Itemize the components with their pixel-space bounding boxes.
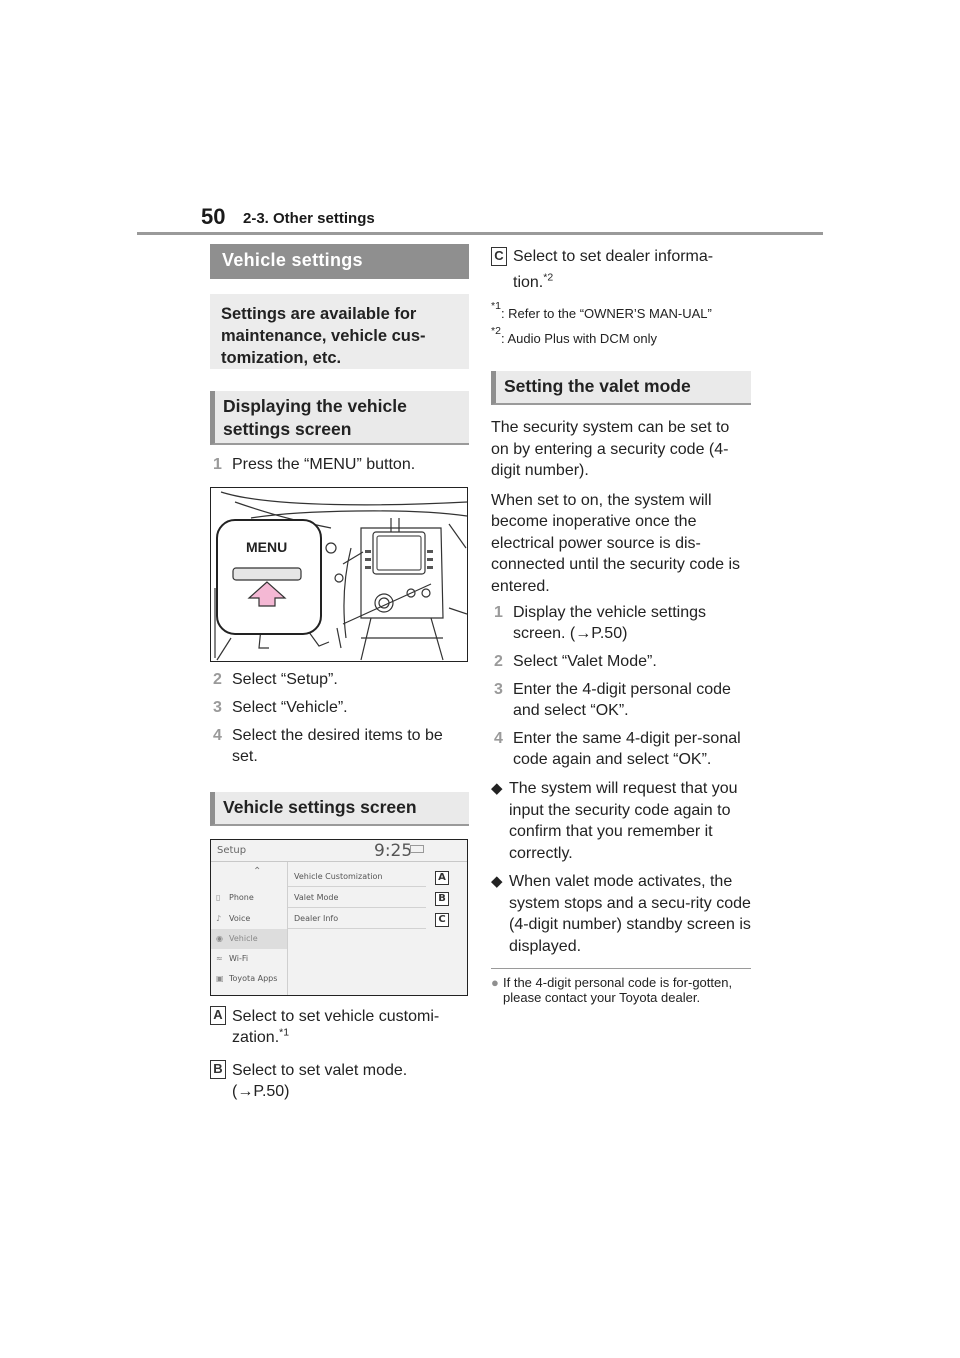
screen-item-phone: ▯ Phone [211,888,287,908]
page-number: 50 [201,204,226,229]
footnote-ref-1: *1 [279,1026,290,1039]
valet-step-2 [491,651,751,672]
wifi-icon: ≈ [216,954,223,963]
valet-description-1: The security system can be set to on by entering a security code (4-digit number). [491,419,730,479]
footnote-mark-2: *2 [491,325,501,337]
subhead-vehicle-settings-screen: Vehicle settings screen [210,792,469,826]
caption-a-text: Select to set vehicle customi-zation. [232,1008,440,1046]
step-text: Select the desired items to be set. [232,727,443,765]
left-column [210,244,469,1102]
display-step-3 [210,697,469,718]
header-rule [137,232,823,235]
valet-step-1 [491,602,751,644]
footnote-1 [491,300,751,322]
status-icon [410,845,424,853]
footnote-2 [491,325,751,347]
step-text: Select “Valet Mode”. [513,653,657,670]
step-number: 3 [494,681,503,698]
step-text: Enter the same 4-digit per-sonal code again and select “OK”. [513,730,741,768]
screen-title: Setup [217,845,247,856]
callout-tag-b: B [435,892,449,906]
display-step-1 [210,454,469,475]
note-forgotten-code [491,975,751,1005]
menu-label: MENU [246,539,288,555]
callout-badge-b: B [210,1060,226,1079]
voice-icon: ♪ [216,914,222,923]
chevron-up-icon: ⌃ [253,866,262,877]
note-text: If the 4-digit personal code is for-gotten, please contact your Toyota dealer. [503,975,733,1005]
screen-item-valet-mode: Valet Mode [288,888,426,908]
callout-tag-c: C [435,913,449,927]
right-column [491,244,751,1005]
step-text: Select “Vehicle”. [232,699,348,716]
screen-item-vehicle-customization: Vehicle Customization [288,867,426,887]
step-text: Select “Setup”. [232,671,338,688]
callout-badge-a: A [210,1006,226,1025]
valet-step-3 [491,679,751,721]
step-number: 1 [494,604,503,621]
caption-b [210,1060,469,1102]
step-number: 2 [494,653,503,670]
bullet-confirm-code [491,778,751,864]
footnote-2-text: : Audio Plus with DCM only [500,331,658,346]
step-text: Enter the 4-digit personal code and select “OK”. [513,681,731,719]
bullet-text: The system will request that you input the security code again to confirm that you remember it correctly. [509,780,738,862]
subhead-displaying-settings: Displaying the vehicle settings screen [210,391,469,445]
subhead-valet-mode: Setting the valet mode [491,371,751,405]
display-step-4 [210,725,469,767]
step-number: 1 [213,456,222,473]
vehicle-settings-title: Vehicle settings [210,244,469,279]
phone-icon: ▯ [216,893,221,902]
intro-box: Settings are available for maintenance, vehicle cus-tomization, etc. [210,294,469,369]
callout-badge-c: C [491,247,507,266]
screen-item-wifi: ≈ Wi-Fi [211,949,287,969]
step-text: Press the “MENU” button. [232,456,416,473]
apps-icon: ▣ [216,974,224,983]
step-number: 2 [213,671,222,688]
dashboard-drawing [211,488,468,662]
footnote-1-text: : Refer to the “OWNER’S MAN-UAL” [500,306,712,321]
screen-item-dealer-info: Dealer Info [288,909,426,929]
screen-time: 9:25 [374,841,413,861]
caption-b-text: Select to set valet mode. [232,1062,408,1079]
footnote-mark-1: *1 [491,300,501,312]
screen-item-voice: ♪ Voice [211,909,287,929]
menu-button-illustration [210,487,468,662]
page-reference: (→P.50) [232,1083,290,1100]
caption-a [210,1006,469,1048]
step-text: Display the vehicle settings screen. (→P.50) [513,604,706,642]
callout-tag-a: A [435,871,449,885]
display-step-2 [210,669,469,690]
screen-divider [211,861,467,862]
caption-c [491,244,751,296]
footnote-ref-2: *2 [543,271,554,284]
step-number: 4 [213,727,222,744]
section-label: 2-3. Other settings [243,210,375,227]
note-divider [491,968,751,969]
valet-description-2: When set to on, the system will become inoperative once the electrical power source is dis-connected until the security code is entered. [491,491,741,595]
caption-c-text: Select to set dealer informa-tion. [513,248,714,291]
valet-step-4 [491,728,751,770]
car-icon: ◉ [216,934,223,943]
bullet-icon: ◆ [491,873,503,890]
screen-item-toyota-apps: ▣ Toyota Apps [211,969,287,989]
note-bullet-icon: ● [491,975,499,990]
bullet-icon: ◆ [491,780,503,797]
step-number: 4 [494,730,503,747]
bullet-text: When valet mode activates, the system stops and a secu-rity code (4-digit number) standby screen is displayed. [509,873,751,955]
vehicle-settings-screen-illustration [210,839,468,996]
screen-item-vehicle: ◉ Vehicle [211,929,287,949]
step-number: 3 [213,699,222,716]
bullet-standby-screen [491,871,751,957]
